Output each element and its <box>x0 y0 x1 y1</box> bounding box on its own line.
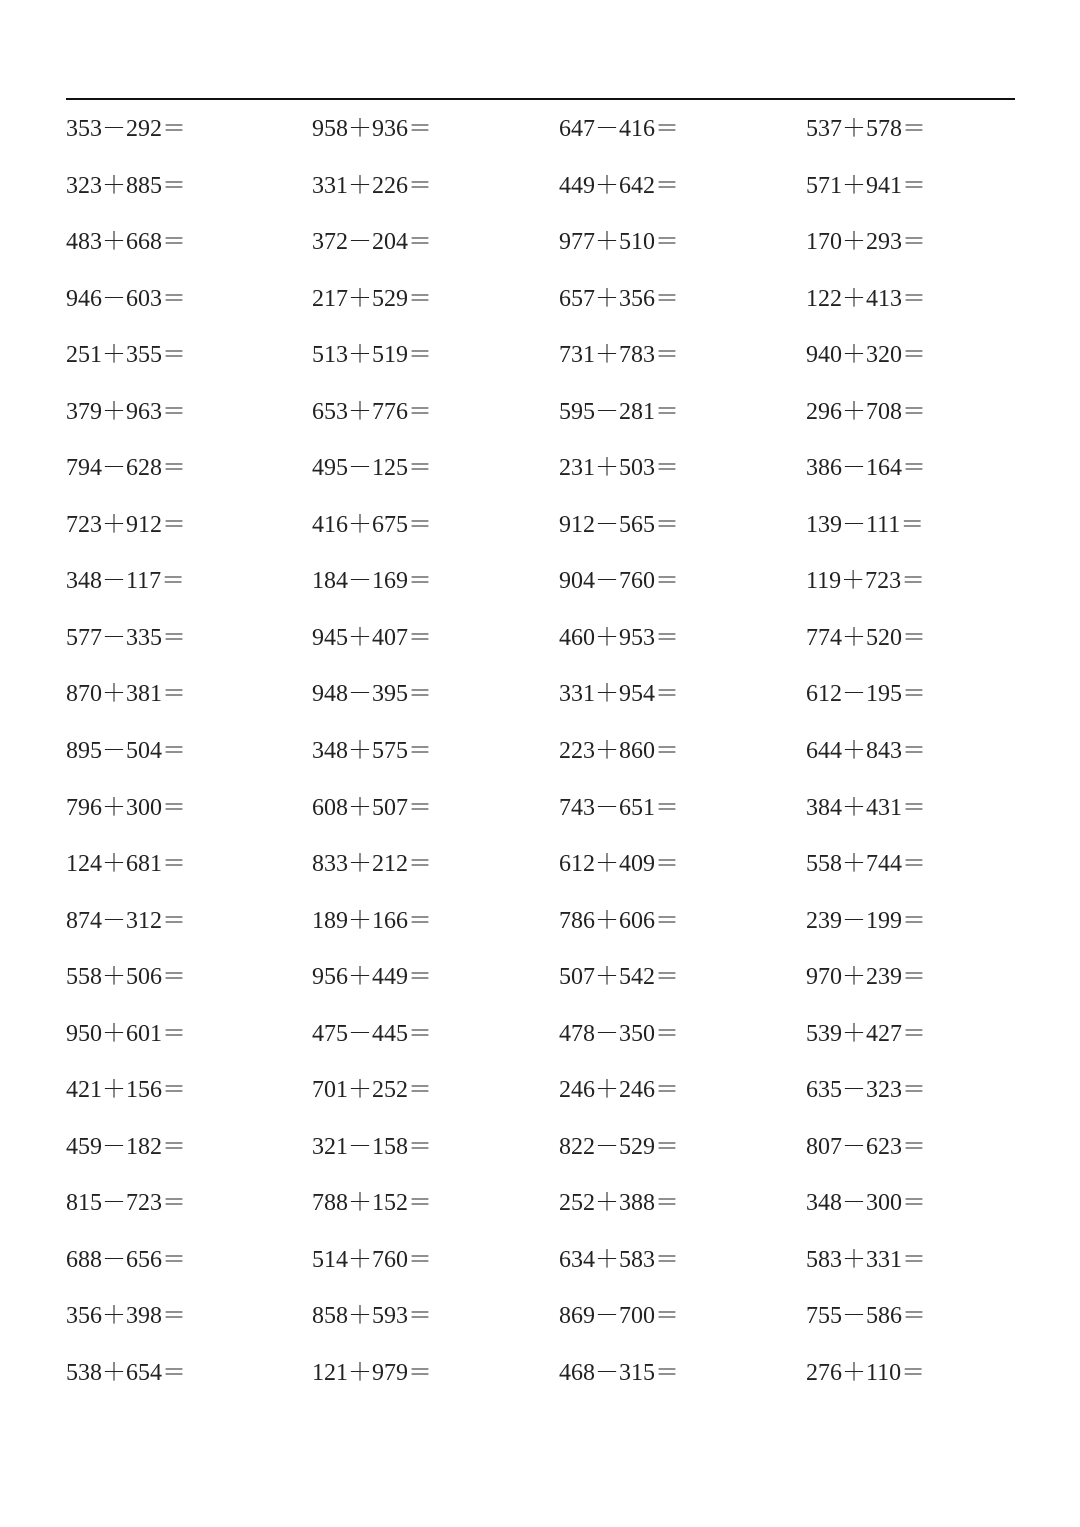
problem: 124＋681＝ <box>66 851 186 878</box>
problem: 495－125＝ <box>312 455 432 482</box>
problem: 170＋293＝ <box>806 229 926 256</box>
problem: 946－603＝ <box>66 285 186 312</box>
problem: 647－416＝ <box>559 116 679 142</box>
problem: 217＋529＝ <box>312 285 432 312</box>
problem: 323＋885＝ <box>66 172 186 199</box>
problem: 657＋356＝ <box>559 285 679 312</box>
problem: 478－350＝ <box>559 1020 679 1047</box>
problem: 538＋654＝ <box>66 1360 186 1387</box>
problem: 634＋583＝ <box>559 1246 679 1273</box>
problem: 945＋407＝ <box>312 624 432 651</box>
problem: 807－623＝ <box>806 1133 926 1160</box>
problem: 184－169＝ <box>312 568 432 595</box>
problem: 731＋783＝ <box>559 342 679 369</box>
problem: 348＋575＝ <box>312 738 432 765</box>
problem: 386－164＝ <box>806 455 926 482</box>
problem: 251＋355＝ <box>66 342 186 369</box>
problem: 353－292＝ <box>66 116 186 142</box>
problem: 252＋388＝ <box>559 1190 679 1217</box>
problem: 348－300＝ <box>806 1190 926 1217</box>
problem: 895－504＝ <box>66 738 186 765</box>
problem: 635－323＝ <box>806 1077 926 1104</box>
problem: 822－529＝ <box>559 1133 679 1160</box>
problem: 608＋507＝ <box>312 794 432 821</box>
problem: 874－312＝ <box>66 907 186 934</box>
problem: 276＋110＝ <box>806 1360 926 1387</box>
problem: 331＋226＝ <box>312 172 432 199</box>
problem: 870＋381＝ <box>66 681 186 708</box>
problem: 612＋409＝ <box>559 851 679 878</box>
problem: 571＋941＝ <box>806 172 926 199</box>
problem: 948－395＝ <box>312 681 432 708</box>
problem: 421＋156＝ <box>66 1077 186 1104</box>
problem: 688－656＝ <box>66 1246 186 1273</box>
problem: 950＋601＝ <box>66 1020 186 1047</box>
problem: 577－335＝ <box>66 624 186 651</box>
problem: 537＋578＝ <box>806 116 926 142</box>
problem: 356＋398＝ <box>66 1303 186 1330</box>
problem: 558＋744＝ <box>806 851 926 878</box>
problem: 612－195＝ <box>806 681 926 708</box>
problem: 723＋912＝ <box>66 511 186 538</box>
problem: 513＋519＝ <box>312 342 432 369</box>
problem: 231＋503＝ <box>559 455 679 482</box>
problem: 743－651＝ <box>559 794 679 821</box>
problem: 644＋843＝ <box>806 738 926 765</box>
problem: 459－182＝ <box>66 1133 186 1160</box>
problem: 239－199＝ <box>806 907 926 934</box>
problem: 904－760＝ <box>559 568 679 595</box>
problem: 796＋300＝ <box>66 794 186 821</box>
problem: 348－117＝ <box>66 568 186 595</box>
problem: 539＋427＝ <box>806 1020 926 1047</box>
problem: 794－628＝ <box>66 455 186 482</box>
problem: 858＋593＝ <box>312 1303 432 1330</box>
problem: 788＋152＝ <box>312 1190 432 1217</box>
problem: 121＋979＝ <box>312 1360 432 1387</box>
problem: 786＋606＝ <box>559 907 679 934</box>
problem: 384＋431＝ <box>806 794 926 821</box>
problem: 468－315＝ <box>559 1360 679 1387</box>
problem: 558＋506＝ <box>66 964 186 991</box>
problem: 815－723＝ <box>66 1190 186 1217</box>
problem: 507＋542＝ <box>559 964 679 991</box>
problem: 514＋760＝ <box>312 1246 432 1273</box>
problem: 970＋239＝ <box>806 964 926 991</box>
problem: 331＋954＝ <box>559 681 679 708</box>
problem: 595－281＝ <box>559 398 679 425</box>
problem: 321－158＝ <box>312 1133 432 1160</box>
problem: 940＋320＝ <box>806 342 926 369</box>
problem: 869－700＝ <box>559 1303 679 1330</box>
problem: 223＋860＝ <box>559 738 679 765</box>
problem: 122＋413＝ <box>806 285 926 312</box>
problem: 246＋246＝ <box>559 1077 679 1104</box>
problem: 977＋510＝ <box>559 229 679 256</box>
problem: 189＋166＝ <box>312 907 432 934</box>
problem: 139－111＝ <box>806 511 925 538</box>
problem: 372－204＝ <box>312 229 432 256</box>
header-rule <box>66 98 1015 100</box>
problem: 956＋449＝ <box>312 964 432 991</box>
problem: 583＋331＝ <box>806 1246 926 1273</box>
problem: 449＋642＝ <box>559 172 679 199</box>
problem: 774＋520＝ <box>806 624 926 651</box>
problem: 755－586＝ <box>806 1303 926 1330</box>
problem: 701＋252＝ <box>312 1077 432 1104</box>
problem: 460＋953＝ <box>559 624 679 651</box>
problem: 379＋963＝ <box>66 398 186 425</box>
problem: 653＋776＝ <box>312 398 432 425</box>
problem: 958＋936＝ <box>312 116 432 142</box>
problem: 416＋675＝ <box>312 511 432 538</box>
problem: 475－445＝ <box>312 1020 432 1047</box>
problem: 296＋708＝ <box>806 398 926 425</box>
problem: 912－565＝ <box>559 511 679 538</box>
problem: 833＋212＝ <box>312 851 432 878</box>
problem: 119＋723＝ <box>806 568 926 595</box>
problem: 483＋668＝ <box>66 229 186 256</box>
